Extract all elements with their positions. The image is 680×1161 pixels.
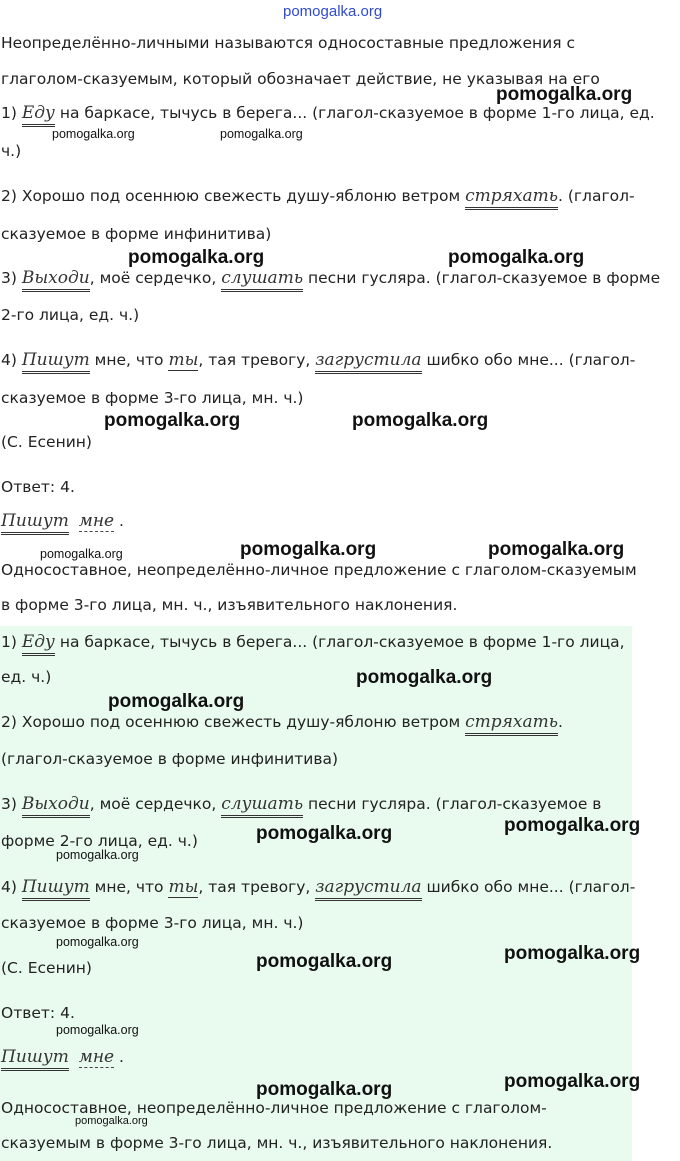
watermark: pomogalka.org <box>128 247 265 268</box>
sentence-text: . <box>558 713 563 731</box>
watermark: pomogalka.org <box>108 691 245 712</box>
explanation-line-1: Односоставное, неопределённо-личное предложение с глаголом- <box>1 1099 547 1117</box>
predicate-word: стряхать <box>465 186 558 210</box>
watermark: pomogalka.org <box>356 667 493 688</box>
predicate-word: стряхать <box>465 712 558 736</box>
predicate-word: слушать <box>221 268 303 292</box>
intro-line-1: Неопределённо-личными называются односоставные предложения с <box>1 34 575 52</box>
sentence-3-line-2: 2-го лица, ед. ч.) <box>1 306 140 324</box>
sentence-text: 2) Хорошо под осеннюю свежесть душу-яблоню ветром <box>1 187 466 205</box>
sentence-number: 4) <box>1 351 22 369</box>
sentence-text: на баркасе, тычусь в берега... (глагол-сказуемое в форме 1-го лица, <box>54 633 625 651</box>
sentence-number: 3) <box>1 269 22 287</box>
sentence-2-line-1 <box>1 712 563 732</box>
sentence-text: песни гусляра. (глагол-сказуемое в форме <box>303 269 661 287</box>
sentence-1-line-1 <box>1 632 625 652</box>
sentence-text: на баркасе, тычусь в берега... (глагол-сказуемое в форме 1-го лица, ед. <box>54 104 655 122</box>
sentence-text: , моё сердечко, <box>89 269 222 287</box>
sentence-4-line-1 <box>1 877 635 897</box>
sentence-scheme <box>1 511 124 531</box>
scheme-dot: . <box>119 1048 124 1066</box>
watermark: pomogalka.org <box>75 1115 148 1127</box>
predicate-word: Пишут <box>1 1047 69 1071</box>
predicate-word: Еду <box>22 103 55 127</box>
sentence-text: мне, что <box>89 351 169 369</box>
watermark: pomogalka.org <box>496 84 633 105</box>
sentence-number: 4) <box>1 878 22 896</box>
sentence-2-line-2: (глагол-сказуемое в форме инфинитива) <box>1 750 339 768</box>
explanation-line-2: сказуемым в форме 3-го лица, мн. ч., изъявительного наклонения. <box>1 1134 553 1152</box>
watermark: pomogalka.org <box>504 943 641 964</box>
watermark: pomogalka.org <box>56 935 139 949</box>
answer: Ответ: 4. <box>1 478 75 496</box>
watermark: pomogalka.org <box>56 848 139 862</box>
predicate-word: Пишут <box>22 877 90 901</box>
predicate-word: Выходи <box>22 268 90 292</box>
answer: Ответ: 4. <box>1 1004 75 1022</box>
watermark: pomogalka.org <box>256 823 393 844</box>
scheme-dot: . <box>119 512 124 530</box>
sentence-1-line-2: ед. ч.) <box>1 668 52 686</box>
sentence-text: 2) Хорошо под осеннюю свежесть душу-яблоню ветром <box>1 713 466 731</box>
sentence-4-line-2: сказуемое в форме 3-го лица, мн. ч.) <box>1 914 304 932</box>
predicate-word: Еду <box>22 632 55 656</box>
sentence-1-line-1 <box>1 103 655 123</box>
sentence-text: шибко обо мне... (глагол- <box>421 351 636 369</box>
sentence-3-line-1 <box>1 794 601 814</box>
sentence-number: 1) <box>1 104 22 122</box>
watermark: pomogalka.org <box>488 539 625 560</box>
predicate-word: загрустила <box>315 350 421 374</box>
sentence-text: . (глагол- <box>558 187 635 205</box>
watermark: pomogalka.org <box>240 539 377 560</box>
sentence-text: песни гусляра. (глагол-сказуемое в <box>303 795 602 813</box>
watermark: pomogalka.org <box>256 1079 393 1100</box>
predicate-word: Пишут <box>1 511 69 535</box>
sentence-3-line-1 <box>1 268 660 288</box>
explanation-line-1: Односоставное, неопределённо-личное предложение с глаголом-сказуемым <box>1 561 637 579</box>
intro-line-2: глаголом-сказуемым, который обозначает действие, не указывая на его <box>1 70 600 88</box>
sentence-text: шибко обо мне... (глагол- <box>421 878 636 896</box>
watermark: pomogalka.org <box>40 547 123 561</box>
watermark: pomogalka.org <box>256 951 393 972</box>
sentence-text: , тая тревогу, <box>198 878 316 896</box>
watermark: pomogalka.org <box>56 1023 139 1037</box>
sentence-number: 1) <box>1 633 22 651</box>
subject-word: ты <box>168 877 199 897</box>
sentence-4-line-1 <box>1 350 635 370</box>
sentence-3-line-2: форме 2-го лица, ед. ч.) <box>1 832 198 850</box>
sentence-number: 3) <box>1 795 22 813</box>
sentence-2-line-2: сказуемое в форме инфинитива) <box>1 225 272 243</box>
sentence-scheme <box>1 1047 124 1067</box>
watermark: pomogalka.org <box>52 127 135 141</box>
watermark: pomogalka.org <box>448 247 585 268</box>
sentence-text: , тая тревогу, <box>198 351 316 369</box>
subject-word: ты <box>168 350 199 370</box>
sentence-2-line-1 <box>1 186 635 206</box>
author: (С. Есенин) <box>1 959 92 977</box>
predicate-word: слушать <box>221 794 303 818</box>
watermark: pomogalka.org <box>352 410 489 431</box>
object-word: мне <box>78 1047 115 1067</box>
author: (С. Есенин) <box>1 433 92 451</box>
object-word: мне <box>78 511 115 531</box>
predicate-word: загрустила <box>315 877 421 901</box>
watermark-header: pomogalka.org <box>283 3 383 20</box>
watermark: pomogalka.org <box>220 127 303 141</box>
watermark: pomogalka.org <box>504 1071 641 1092</box>
sentence-4-line-2: сказуемое в форме 3-го лица, мн. ч.) <box>1 389 304 407</box>
predicate-word: Пишут <box>22 350 90 374</box>
watermark: pomogalka.org <box>104 410 241 431</box>
sentence-1-line-2: ч.) <box>1 142 22 160</box>
sentence-text: мне, что <box>89 878 169 896</box>
explanation-line-2: в форме 3-го лица, мн. ч., изъявительного наклонения. <box>1 596 458 614</box>
sentence-text: , моё сердечко, <box>89 795 222 813</box>
watermark: pomogalka.org <box>504 815 641 836</box>
predicate-word: Выходи <box>22 794 90 818</box>
